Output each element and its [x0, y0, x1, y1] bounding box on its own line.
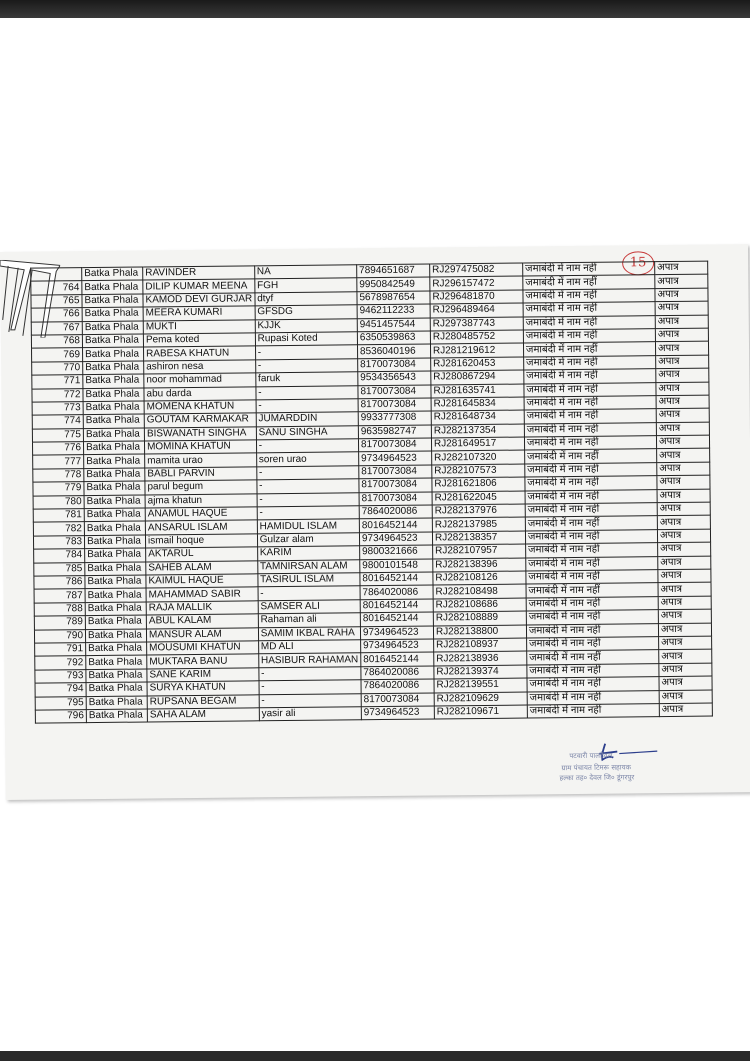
remark-cell: जमाबंदी में नाम नहीं [524, 396, 656, 411]
village-cell: Batka Phala [83, 414, 144, 428]
remark-cell: जमाबंदी में नाम नहीं [524, 355, 656, 370]
registration-number-cell: RJ282137976 [432, 504, 525, 518]
remark-cell: जमाबंदी में नाम नहीं [525, 489, 657, 504]
village-cell: Batka Phala [84, 535, 145, 549]
name-cell: DILIP KUMAR MEENA [143, 279, 255, 294]
eligibility-cell: अपात्र [659, 690, 712, 704]
father-name-cell: - [256, 399, 358, 413]
beneficiary-table [30, 261, 713, 724]
remark-cell: जमाबंदी में नाम नहीं [525, 503, 657, 518]
remark-cell: जमाबंदी में नाम नहीं [523, 315, 655, 330]
village-cell: Batka Phala [84, 508, 145, 522]
name-cell: AKTARUL [146, 547, 258, 562]
remark-cell: जमाबंदी में नाम नहीं [525, 516, 657, 531]
name-cell: KAIMUL HAQUE [146, 574, 258, 589]
mobile-cell: 7894651687 [357, 264, 430, 278]
father-name-cell: Gulzar alam [257, 533, 359, 547]
name-cell: ANSARUL ISLAM [145, 520, 257, 535]
stamp-line-2: ग्राम पंचायत टिमरू सहायक [561, 763, 632, 773]
remark-cell: जमाबंदी में नाम नहीं [527, 637, 659, 652]
father-name-cell: - [259, 693, 361, 707]
registration-number-cell: RJ281219612 [430, 343, 523, 357]
remark-cell: जमाबंदी में नाम नहीं [523, 302, 655, 317]
row-number: 778 [33, 468, 84, 482]
eligibility-cell: अपात्र [656, 395, 709, 409]
mobile-cell: 9950842549 [357, 277, 430, 291]
father-name-cell: NA [254, 265, 356, 279]
father-name-cell: - [255, 358, 357, 372]
father-name-cell: JUMARDDIN [256, 412, 358, 426]
remark-cell: जमाबंदी में नाम नहीं [524, 382, 656, 397]
remark-cell: जमाबंदी में नाम नहीं [527, 650, 659, 665]
remark-cell: जमाबंदी में नाम नहीं [527, 663, 659, 678]
registration-number-cell: RJ282107957 [433, 544, 526, 558]
registration-number-cell: RJ281620453 [431, 357, 524, 371]
remark-cell: जमाबंदी में नाम नहीं [523, 262, 655, 277]
name-cell: ANAMUL HAQUE [145, 507, 257, 522]
father-name-cell: - [255, 345, 357, 359]
eligibility-cell: अपात्र [657, 515, 710, 529]
mobile-cell: 9734964523 [361, 639, 434, 653]
registration-number-cell: RJ282107573 [432, 464, 525, 478]
row-number: 769 [32, 348, 83, 362]
registration-number-cell: RJ281622045 [432, 491, 525, 505]
eligibility-cell: अपात्र [659, 676, 712, 690]
father-name-cell: - [259, 680, 361, 694]
remark-cell: जमाबंदी में नाम नहीं [523, 329, 655, 344]
name-cell: MANSUR ALAM [146, 627, 258, 642]
village-cell: Batka Phala [83, 388, 144, 402]
remark-cell: जमाबंदी में नाम नहीं [524, 369, 656, 384]
name-cell: RABESA KHATUN [144, 346, 256, 361]
village-cell: Batka Phala [86, 709, 147, 723]
name-cell: SAHEB ALAM [146, 560, 258, 575]
registration-number-cell: RJ296489464 [430, 303, 523, 317]
mobile-cell: 8170073084 [358, 385, 431, 399]
row-number: 765 [31, 294, 82, 308]
eligibility-cell: अपात्र [658, 582, 711, 596]
father-name-cell: HAMIDUL ISLAM [257, 519, 359, 533]
father-name-cell: SAMSER ALI [258, 600, 360, 614]
name-cell: mamita urao [145, 453, 257, 468]
name-cell: MOUSUMI KHATUN [147, 641, 259, 656]
remark-cell: जमाबंदी में नाम नहीं [526, 556, 658, 571]
mobile-cell: 9534356543 [358, 371, 431, 385]
row-number: 785 [34, 562, 85, 576]
father-name-cell: - [257, 479, 359, 493]
mobile-cell: 8016452144 [360, 572, 433, 586]
mobile-cell: 5678987654 [357, 291, 430, 305]
mobile-cell: 8016452144 [360, 612, 433, 626]
father-name-cell: - [259, 666, 361, 680]
remark-cell: जमाबंदी में नाम नहीं [523, 288, 655, 303]
father-name-cell: - [256, 466, 358, 480]
eligibility-cell: अपात्र [658, 556, 711, 570]
village-cell: Batka Phala [85, 575, 146, 589]
registration-number-cell: RJ281645834 [431, 397, 524, 411]
village-cell: Batka Phala [82, 280, 143, 294]
mobile-cell: 9734964523 [361, 706, 434, 720]
registration-number-cell: RJ282108686 [433, 598, 526, 612]
registration-number-cell: RJ282138936 [434, 651, 527, 665]
row-number: 779 [33, 482, 84, 496]
village-cell: Batka Phala [85, 562, 146, 576]
mobile-cell: 9734964523 [360, 626, 433, 640]
father-name-cell: FGH [254, 278, 356, 292]
remark-cell: जमाबंदी में नाम नहीं [526, 570, 658, 585]
eligibility-cell: अपात्र [659, 703, 712, 717]
row-number: 775 [32, 428, 83, 442]
name-cell: MUKTI [143, 319, 255, 334]
registration-number-cell: RJ282108937 [434, 638, 527, 652]
name-cell: abu darda [144, 386, 256, 401]
mobile-cell: 7864020086 [361, 679, 434, 693]
signature-stamp-area [559, 739, 660, 792]
registration-number-cell: RJ281649517 [431, 437, 524, 451]
registration-number-cell: RJ296157472 [430, 276, 523, 290]
mobile-cell: 9800321666 [360, 545, 433, 559]
document-page [0, 244, 750, 800]
name-cell: ashiron nesa [144, 360, 256, 375]
name-cell: GOUTAM KARMAKAR [144, 413, 256, 428]
eligibility-cell: अपात्र [656, 422, 709, 436]
row-number: 783 [33, 535, 84, 549]
page-number-mark: 15 [622, 251, 654, 275]
registration-number-cell: RJ282137354 [431, 424, 524, 438]
father-name-cell: - [256, 385, 358, 399]
eligibility-cell: अपात्र [657, 502, 710, 516]
row-number [31, 268, 82, 282]
registration-number-cell: RJ281621806 [432, 477, 525, 491]
row-number: 768 [31, 335, 82, 349]
eligibility-cell: अपात्र [655, 288, 708, 302]
row-number: 772 [32, 388, 83, 402]
eligibility-cell: अपात्र [656, 382, 709, 396]
eligibility-cell: अपात्र [657, 462, 710, 476]
village-cell: Batka Phala [82, 294, 143, 308]
mobile-cell: 9734964523 [359, 451, 432, 465]
father-name-cell: yasir ali [259, 707, 361, 721]
remark-cell: जमाबंदी में नाम नहीं [525, 449, 657, 464]
village-cell: Batka Phala [83, 441, 144, 455]
eligibility-cell: अपात्र [657, 489, 710, 503]
remark-cell: जमाबंदी में नाम नहीं [525, 476, 657, 491]
name-cell: ismail hoque [145, 534, 257, 549]
father-name-cell: SANU SINGHA [256, 425, 358, 439]
row-number: 764 [31, 281, 82, 295]
mobile-cell: 8016452144 [359, 518, 432, 532]
village-cell: Batka Phala [84, 468, 145, 482]
row-number: 776 [32, 442, 83, 456]
village-cell: Batka Phala [84, 495, 145, 509]
eligibility-cell: अपात्र [659, 636, 712, 650]
eligibility-cell: अपात्र [656, 355, 709, 369]
registration-number-cell: RJ282108889 [433, 611, 526, 625]
registration-number-cell: RJ281635741 [431, 384, 524, 398]
mobile-cell: 8170073084 [359, 465, 432, 479]
mobile-cell: 6350539863 [357, 331, 430, 345]
registration-number-cell: RJ297475082 [430, 263, 523, 277]
mobile-cell: 8170073084 [358, 438, 431, 452]
remark-cell: जमाबंदी में नाम नहीं [524, 436, 656, 451]
eligibility-cell: अपात्र [656, 435, 709, 449]
eligibility-cell: अपात्र [657, 449, 710, 463]
mobile-cell: 9933777308 [358, 411, 431, 425]
row-number: 773 [32, 402, 83, 416]
scan-bottom-edge [0, 1051, 750, 1061]
row-number: 792 [35, 656, 86, 670]
eligibility-cell: अपात्र [655, 328, 708, 342]
mobile-cell: 8170073084 [359, 492, 432, 506]
remark-cell: जमाबंदी में नाम नहीं [525, 462, 657, 477]
eligibility-cell: अपात्र [655, 261, 708, 275]
eligibility-cell: अपात्र [657, 529, 710, 543]
row-number: 787 [34, 589, 85, 603]
village-cell: Batka Phala [82, 307, 143, 321]
village-cell: Batka Phala [86, 669, 147, 683]
remark-cell: जमाबंदी में नाम नहीं [526, 583, 658, 598]
row-number: 777 [33, 455, 84, 469]
mobile-cell: 9462112233 [357, 304, 430, 318]
remark-cell: जमाबंदी में नाम नहीं [526, 543, 658, 558]
registration-number-cell: RJ282109671 [434, 705, 527, 719]
row-number: 770 [32, 361, 83, 375]
row-number: 784 [34, 549, 85, 563]
registration-number-cell: RJ281648734 [431, 410, 524, 424]
row-number: 781 [33, 509, 84, 523]
name-cell: BABLI PARVIN [145, 467, 257, 482]
name-cell: MEERA KUMARI [143, 306, 255, 321]
remark-cell: जमाबंदी में नाम नहीं [527, 704, 659, 719]
name-cell: BISWANATH SINGHA [144, 427, 256, 442]
registration-number-cell: RJ282139551 [434, 678, 527, 692]
father-name-cell: TAMNIRSAN ALAM [257, 559, 359, 573]
father-name-cell: faruk [255, 372, 357, 386]
father-name-cell: - [258, 586, 360, 600]
remark-cell: जमाबंदी में नाम नहीं [524, 409, 656, 424]
father-name-cell: KJJK [255, 318, 357, 332]
village-cell: Batka Phala [82, 321, 143, 335]
village-cell: Batka Phala [82, 267, 143, 281]
remark-cell: जमाबंदी में नाम नहीं [526, 623, 658, 638]
registration-number-cell: RJ282139374 [434, 665, 527, 679]
mobile-cell: 9451457544 [357, 318, 430, 332]
registration-number-cell: RJ297387743 [430, 317, 523, 331]
father-name-cell: dtyf [255, 292, 357, 306]
eligibility-cell: अपात्र [658, 609, 711, 623]
mobile-cell: 8016452144 [360, 599, 433, 613]
name-cell: ABUL KALAM [146, 614, 258, 629]
eligibility-cell: अपात्र [658, 542, 711, 556]
name-cell: MAHAMMAD SABIR [146, 587, 258, 602]
village-cell: Batka Phala [85, 615, 146, 629]
mobile-cell: 9635982747 [358, 425, 431, 439]
father-name-cell: - [257, 492, 359, 506]
father-name-cell: - [257, 506, 359, 520]
eligibility-cell: अपात्र [655, 315, 708, 329]
row-number: 795 [35, 696, 86, 710]
father-name-cell: HASIBUR RAHAMAN [258, 653, 360, 667]
eligibility-cell: अपात्र [655, 341, 708, 355]
row-number: 766 [31, 308, 82, 322]
eligibility-cell: अपात्र [658, 569, 711, 583]
village-cell: Batka Phala [86, 682, 147, 696]
row-number: 786 [34, 576, 85, 590]
mobile-cell: 8170073084 [358, 358, 431, 372]
father-name-cell: KARIM [257, 546, 359, 560]
village-cell: Batka Phala [85, 602, 146, 616]
remark-cell: जमाबंदी में नाम नहीं [526, 596, 658, 611]
row-number: 791 [35, 643, 86, 657]
village-cell: Batka Phala [86, 655, 147, 669]
mobile-cell: 7864020086 [359, 505, 432, 519]
remark-cell: जमाबंदी में नाम नहीं [527, 677, 659, 692]
village-cell: Batka Phala [84, 454, 145, 468]
stamp-line-3: हल्का तह० देवल जि० डूंगरपुर [559, 773, 635, 783]
village-cell: Batka Phala [86, 642, 147, 656]
name-cell: Pema koted [143, 333, 255, 348]
father-name-cell: Rahaman ali [258, 613, 360, 627]
village-cell: Batka Phala [84, 521, 145, 535]
name-cell: RAVINDER [143, 266, 255, 281]
mobile-cell: 8170073084 [361, 692, 434, 706]
village-cell: Batka Phala [85, 588, 146, 602]
mobile-cell: 9734964523 [359, 532, 432, 546]
stamp-line-1: पटवारी पालड़ेवल [569, 751, 613, 761]
eligibility-cell: अपात्र [658, 623, 711, 637]
scan-top-edge [0, 0, 750, 18]
village-cell: Batka Phala [85, 548, 146, 562]
row-number: 796 [35, 710, 86, 724]
registration-number-cell: RJ282109629 [434, 692, 527, 706]
registration-number-cell: RJ282107320 [432, 450, 525, 464]
father-name-cell: MD ALI [258, 640, 360, 654]
remark-cell: जमाबंदी में नाम नहीं [524, 422, 656, 437]
registration-number-cell: RJ282138800 [433, 625, 526, 639]
village-cell: Batka Phala [83, 428, 144, 442]
eligibility-cell: अपात्र [658, 596, 711, 610]
registration-number-cell: RJ296481870 [430, 290, 523, 304]
eligibility-cell: अपात्र [659, 663, 712, 677]
mobile-cell: 8170073084 [359, 478, 432, 492]
eligibility-cell: अपात्र [655, 274, 708, 288]
mobile-cell: 9800101548 [360, 559, 433, 573]
mobile-cell: 7864020086 [360, 585, 433, 599]
remark-cell: जमाबंदी में नाम नहीं [523, 342, 655, 357]
registration-number-cell: RJ282108498 [433, 584, 526, 598]
name-cell: MOMENA KHATUN [144, 400, 256, 415]
village-cell: Batka Phala [86, 695, 147, 709]
village-cell: Batka Phala [85, 629, 146, 643]
row-number: 767 [31, 321, 82, 335]
registration-number-cell: RJ280485752 [430, 330, 523, 344]
village-cell: Batka Phala [82, 334, 143, 348]
name-cell: SAHA ALAM [147, 708, 259, 723]
eligibility-cell: अपात्र [656, 368, 709, 382]
remark-cell: जमाबंदी में नाम नहीं [526, 610, 658, 625]
remark-cell: जमाबंदी में नाम नहीं [527, 690, 659, 705]
mobile-cell: 8170073084 [358, 398, 431, 412]
name-cell: noor mohammad [144, 373, 256, 388]
registration-number-cell: RJ282137985 [432, 517, 525, 531]
row-number: 788 [34, 602, 85, 616]
name-cell: MOMINA KHATUN [144, 440, 256, 455]
eligibility-cell: अपात्र [656, 408, 709, 422]
village-cell: Batka Phala [84, 481, 145, 495]
eligibility-cell: अपात्र [657, 475, 710, 489]
name-cell: MUKTARA BANU [147, 654, 259, 669]
row-number: 789 [34, 616, 85, 630]
village-cell: Batka Phala [83, 374, 144, 388]
row-number: 780 [33, 495, 84, 509]
village-cell: Batka Phala [83, 347, 144, 361]
eligibility-cell: अपात्र [655, 301, 708, 315]
mobile-cell: 7864020086 [361, 666, 434, 680]
father-name-cell: GFSDG [255, 305, 357, 319]
row-number: 771 [32, 375, 83, 389]
row-number: 782 [33, 522, 84, 536]
father-name-cell: Rupasi Koted [255, 332, 357, 346]
village-cell: Batka Phala [83, 401, 144, 415]
name-cell: KAMOD DEVI GURJAR [143, 293, 255, 308]
registration-number-cell: RJ280867294 [431, 370, 524, 384]
remark-cell: जमाबंदी में नाम नहीं [523, 275, 655, 290]
name-cell: parul begum [145, 480, 257, 495]
row-number: 790 [34, 629, 85, 643]
name-cell: RAJA MALLIK [146, 601, 258, 616]
village-cell: Batka Phala [83, 361, 144, 375]
name-cell: SANE KARIM [147, 668, 259, 683]
row-number: 794 [35, 683, 86, 697]
father-name-cell: - [256, 439, 358, 453]
row-number: 793 [35, 669, 86, 683]
mobile-cell: 8016452144 [361, 652, 434, 666]
name-cell: SURYA KHATUN [147, 681, 259, 696]
mobile-cell: 8536040196 [357, 344, 430, 358]
remark-cell: जमाबंदी में नाम नहीं [525, 529, 657, 544]
father-name-cell: TASIRUL ISLAM [258, 573, 360, 587]
name-cell: ajma khatun [145, 493, 257, 508]
registration-number-cell: RJ282108126 [433, 571, 526, 585]
registration-number-cell: RJ282138396 [433, 558, 526, 572]
row-number: 774 [32, 415, 83, 429]
father-name-cell: soren urao [256, 452, 358, 466]
registration-number-cell: RJ282138357 [432, 531, 525, 545]
eligibility-cell: अपात्र [659, 649, 712, 663]
father-name-cell: SAMIM IKBAL RAHA [258, 626, 360, 640]
name-cell: RUPSANA BEGAM [147, 694, 259, 709]
